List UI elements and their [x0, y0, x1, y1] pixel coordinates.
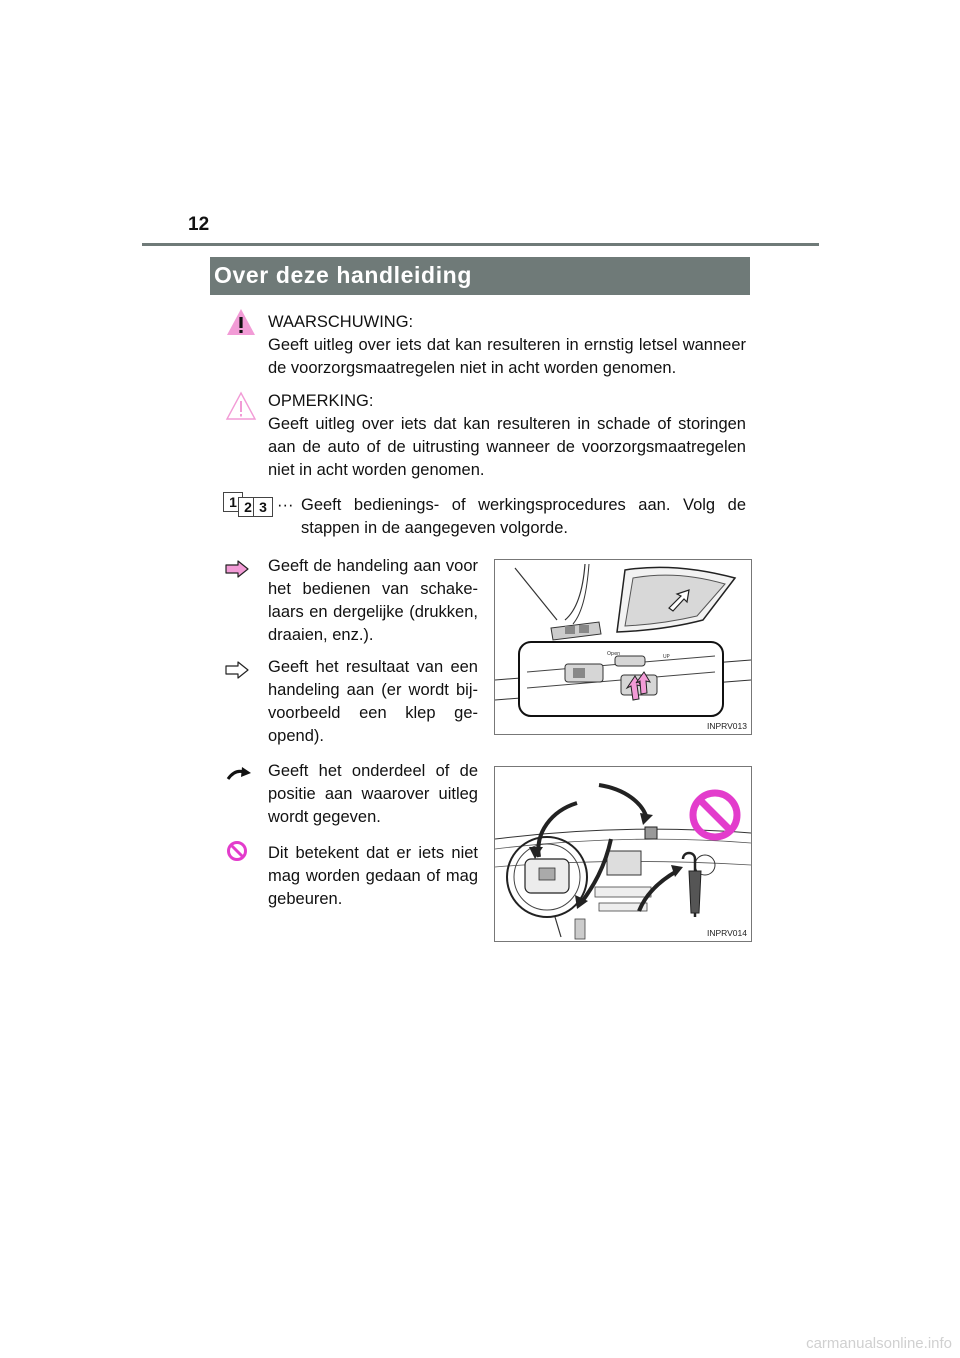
warning-text: Geeft uitleg over iets dat kan resulteren in ernstig letsel wanneer de voorzorgsmaatregelen niet in acht worden genomen. — [268, 336, 746, 377]
warning-icon — [225, 307, 257, 337]
header-rule — [142, 243, 819, 246]
step-number-1: 1 — [223, 492, 243, 512]
notice-text: Geeft uitleg over iets dat kan resulteren in schade of storingen aan de auto of de uitrusting wanneer de voorzorgsmaatregelen niet in acht worden genomen. — [268, 415, 746, 479]
steps-text: Geeft bedienings- of werkingsprocedures aan. Volg de stappen in de aangegeven volgorde. — [301, 496, 746, 537]
notice-icon — [225, 391, 257, 421]
prohibited-text: Dit betekent dat er iets niet mag worden gedaan of mag gebeuren. — [268, 844, 478, 908]
section-title: Over deze handleiding — [214, 262, 472, 288]
operation-arrow-icon — [225, 560, 249, 578]
notice-label: OPMERKING: — [268, 392, 374, 410]
figure-1-code: INPRV013 — [706, 721, 747, 731]
result-text: Geeft het resultaat van een handeling aan (er wordt bijvoorbeeld een klep geopend). — [268, 658, 478, 745]
figure-sunroof-switch — [494, 559, 752, 735]
steps-dots: ··· — [277, 496, 294, 514]
page-number: 12 — [188, 214, 210, 235]
operation-text: Geeft de handeling aan voor het bedienen van schakelaars en dergelijke (drukken, draaien, enz.). — [268, 557, 478, 644]
step-number-2: 2 — [238, 497, 258, 517]
figure-dashboard — [494, 766, 752, 942]
step-number-3: 3 — [253, 497, 273, 517]
figure-2-code: INPRV014 — [706, 928, 747, 938]
notice-block — [268, 390, 746, 482]
footer-watermark: carmanualsonline.info — [806, 1335, 952, 1352]
prohibited-icon — [226, 840, 248, 862]
fig1-label-up: UP — [663, 654, 670, 660]
step-numbers-icon — [223, 492, 275, 518]
fig1-label-open: Open — [607, 651, 621, 657]
warning-block — [268, 311, 746, 380]
warning-label: WAARSCHUWING: — [268, 313, 414, 331]
component-pointer-icon — [226, 765, 252, 781]
result-arrow-icon — [225, 661, 249, 679]
component-text: Geeft het onderdeel of de positie aan waarover uitleg wordt gegeven. — [268, 762, 478, 826]
